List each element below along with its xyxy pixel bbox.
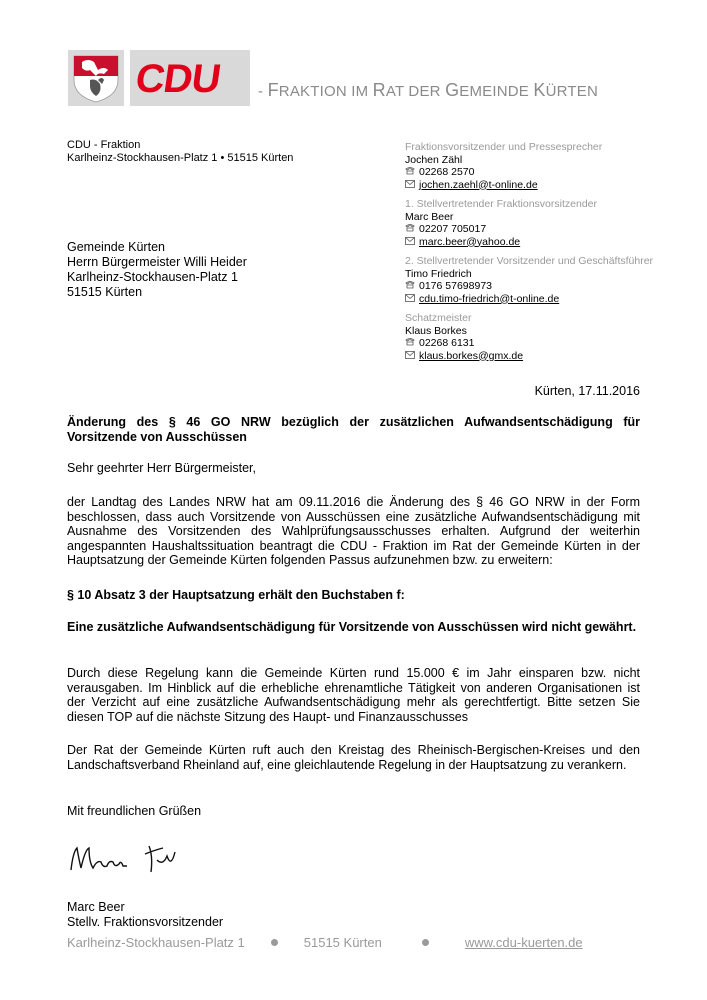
cdu-logo-box xyxy=(130,50,250,106)
tagline-word: AT DER xyxy=(385,83,446,100)
contact-name: Marc Beer xyxy=(405,210,454,223)
contact-block xyxy=(405,198,675,248)
contact-phone: 02268 2570 xyxy=(419,166,475,178)
contact-email-line xyxy=(405,350,675,363)
contact-phone-line xyxy=(405,280,675,293)
tagline-initial: K xyxy=(533,80,546,100)
paragraph-savings: Durch diese Regelung kann die Gemeinde Kürten rund 15.000 € im Jahr einsparen bzw. nicht verausgaben. Im Hinblick auf die erhebliche ehrenamtliche Tätigkeit von anderen Organisationen ist der Verzicht auf eine zusätzliche Aufwandsentschädigung mehr als gerechtfertigt. Bitte setzen Sie diesen TOP auf die nächste Sitzung des Haupt- und Finanzausschusses xyxy=(67,666,640,724)
contact-email-link[interactable]: cdu.timo-friedrich@t-online.de xyxy=(419,292,560,305)
separator-dot xyxy=(422,939,429,946)
contact-email-line xyxy=(405,179,675,192)
salutation: Sehr geehrter Herr Bürgermeister, xyxy=(67,461,256,475)
contact-name: Klaus Borkes xyxy=(405,324,467,337)
contact-role: Schatzmeister xyxy=(405,312,472,324)
contact-email-link[interactable]: klaus.borkes@gmx.de xyxy=(419,349,524,362)
tagline-initial: F xyxy=(267,80,279,100)
footer-address: Karlheinz-Stockhausen-Platz 1 xyxy=(67,935,245,950)
tagline-word: RAKTION IM xyxy=(278,83,373,100)
faction-tagline xyxy=(258,80,598,101)
phone-icon xyxy=(405,223,419,236)
page-footer xyxy=(67,935,640,950)
tagline-word: ÜRTEN xyxy=(545,83,599,100)
section-heading: § 10 Absatz 3 der Hauptsatzung erhält den Buchstaben f: xyxy=(67,588,405,602)
contact-role: 1. Stellvertretender Fraktionsvorsitzender xyxy=(405,198,597,210)
phone-icon xyxy=(405,280,419,293)
envelope-icon xyxy=(405,179,419,192)
phone-icon xyxy=(405,337,419,350)
paragraph-intro: der Landtag des Landes NRW hat am 09.11.2016 die Änderung des § 46 GO NRW in der Form beschlossen, dass auch Vorsitzende von Ausschüssen eine zusätzliche Aufwandsentschädigung mit Ausnahme des Vorsitzenden des Wahlprüfungsausschusses erhalten. Aufgrund der weiterhin angespannten Haushaltssituation beantragt die CDU - Fraktion im Rat der Gemeinde Kürten in der Hauptsatzung der Gemeinde Kürten folgenden Passus aufzunehmen bzw. zu erweitern: xyxy=(67,495,640,568)
contact-email-line xyxy=(405,293,675,306)
contact-block xyxy=(405,255,675,305)
contact-name: Timo Friedrich xyxy=(405,267,472,280)
tagline-prefix: - xyxy=(258,83,268,100)
signer-name: Marc Beer xyxy=(67,900,125,914)
contact-role: 2. Stellvertretender Vorsitzender und Geschäftsführer xyxy=(405,255,654,267)
crest-icon xyxy=(68,50,124,106)
proposal-text: Eine zusätzliche Aufwandsentschädigung für Vorsitzende von Ausschüssen wird nicht gewährt. xyxy=(67,620,637,634)
sender-line: Karlheinz-Stockhausen-Platz 1 • 51515 Kürten xyxy=(67,152,294,164)
contact-block xyxy=(405,312,675,362)
signer-title: Stellv. Fraktionsvorsitzender xyxy=(67,915,224,929)
closing: Mit freundlichen Grüßen xyxy=(67,804,202,818)
phone-icon xyxy=(405,166,419,179)
contact-phone-line xyxy=(405,337,675,350)
contact-email-link[interactable]: marc.beer@yahoo.de xyxy=(419,235,521,248)
separator-dot xyxy=(271,939,278,946)
contact-block xyxy=(405,141,675,191)
contact-phone: 02207 705017 xyxy=(419,223,487,235)
envelope-icon xyxy=(405,293,419,306)
handwritten-signature xyxy=(67,838,187,878)
sender-line: CDU - Fraktion xyxy=(67,139,141,151)
tagline-initial: G xyxy=(445,80,460,100)
footer-city: 51515 Kürten xyxy=(303,935,382,950)
recipient-line: Karlheinz-Stockhausen-Platz 1 xyxy=(67,270,238,284)
sender-address xyxy=(67,139,293,165)
recipient-line: 51515 Kürten xyxy=(67,285,143,299)
letter-date: Kürten, 17.11.2016 xyxy=(534,384,640,398)
paragraph-appeal: Der Rat der Gemeinde Kürten ruft auch den Kreistag des Rheinisch-Bergischen-Kreises und den Landschaftsverband Rheinland auf, eine gleichlautende Regelung in der Hauptsatzung zu verankern. xyxy=(67,743,640,772)
recipient-address xyxy=(67,240,247,300)
contact-phone: 0176 57698973 xyxy=(419,280,492,292)
tagline-word: EMEINDE xyxy=(459,83,534,100)
subject-line: Änderung des § 46 GO NRW bezüglich der zusätzlichen Aufwandsentschädigung für Vorsitzende von Ausschüssen xyxy=(67,415,640,444)
envelope-icon xyxy=(405,236,419,249)
contact-phone-line xyxy=(405,166,675,179)
envelope-icon xyxy=(405,350,419,363)
contacts-panel xyxy=(405,141,675,369)
cdu-logo: CDU xyxy=(132,57,223,101)
footer-website-link[interactable]: www.cdu-kuerten.de xyxy=(464,935,583,950)
contact-name: Jochen Zähl xyxy=(405,153,463,166)
contact-email-line xyxy=(405,236,675,249)
contact-email-link[interactable]: jochen.zaehl@t-online.de xyxy=(419,178,538,191)
contact-phone-line xyxy=(405,223,675,236)
recipient-line: Herrn Bürgermeister Willi Heider xyxy=(67,255,247,269)
signer-block xyxy=(67,900,640,930)
tagline-initial: R xyxy=(372,80,386,100)
contact-role: Fraktionsvorsitzender und Pressesprecher xyxy=(405,141,603,153)
recipient-line: Gemeinde Kürten xyxy=(67,240,165,254)
contact-phone: 02268 6131 xyxy=(419,337,475,349)
